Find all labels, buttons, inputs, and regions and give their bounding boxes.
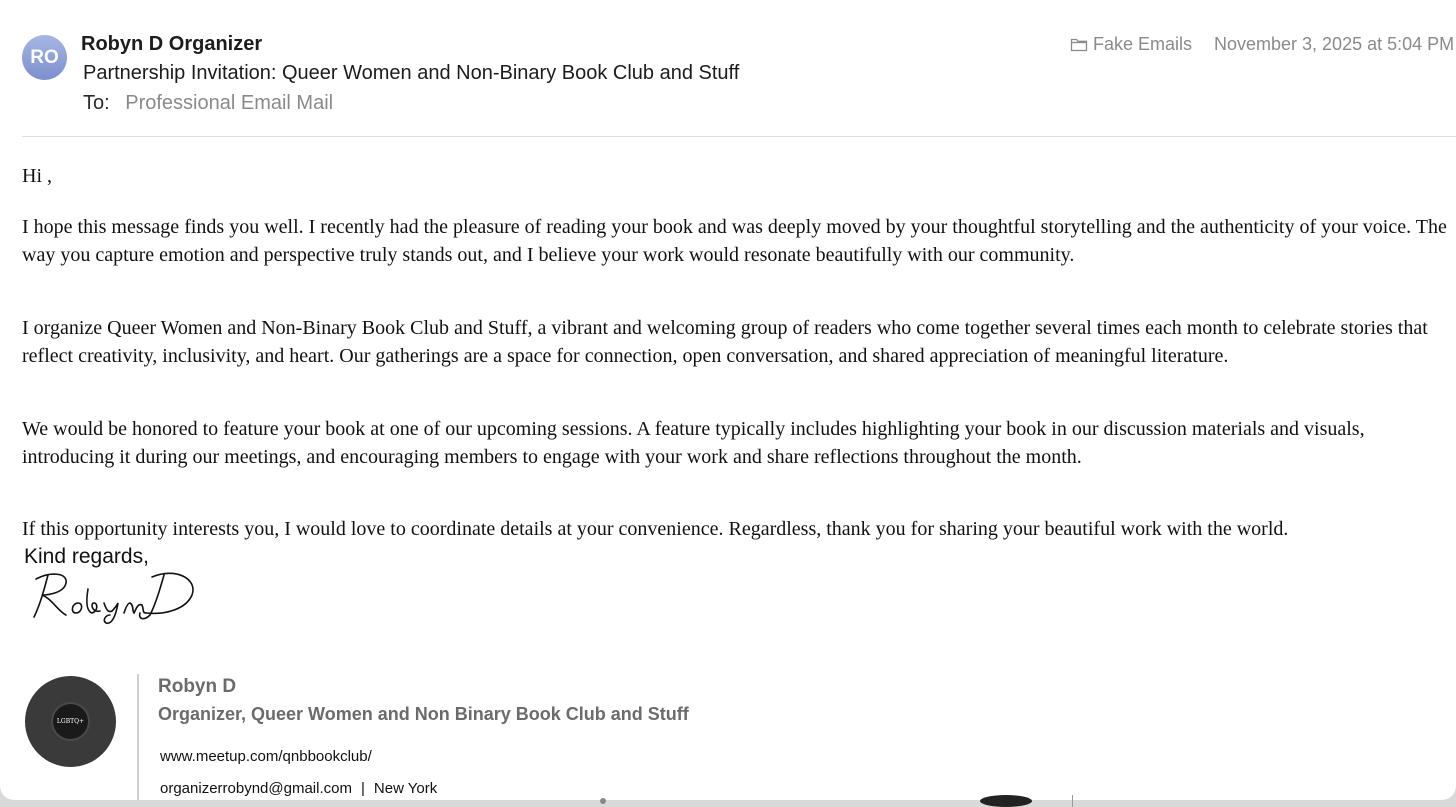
body-paragraph-3: We would be honored to feature your book at one of our upcoming sessions. A feature typically includes highlighting your book in our discussion materials and visuals, introducing it during our meetings, and encouraging members to engage with your work and share reflections throughout the month.: [22, 418, 1365, 468]
to-label: To:: [83, 92, 110, 114]
folder-icon: [1070, 37, 1088, 52]
mailbox-label[interactable]: [1070, 34, 1192, 55]
sender-avatar[interactable]: RO: [22, 35, 67, 80]
body-paragraph-1: I hope this message finds you well. I recently had the pleasure of reading your book and was deeply moved by your thoughtful storytelling and the authenticity of your voice. The way you capture emotion and perspective truly stands out, and I believe your work would resonate beautifully with our community.: [22, 216, 1447, 266]
header-divider: [22, 136, 1456, 137]
signature-divider: [137, 674, 139, 800]
greeting: Hi ,: [22, 165, 52, 187]
signature-name: Robyn D: [158, 676, 237, 697]
signature-website-link[interactable]: www.meetup.com/qnbbookclub/: [160, 748, 372, 765]
sender-name[interactable]: Robyn D Organizer: [81, 33, 263, 55]
background-dot: [600, 798, 606, 804]
logo-badge: LGBTQ+: [53, 704, 88, 739]
body-paragraph-2: I organize Queer Women and Non-Binary Book Club and Stuff, a vibrant and welcoming group of readers who come together several times each month to celebrate stories that reflect creativity, inclusivity, and heart. Our gatherings are a space for connection, open conversation, and shared appreciation of meaningful literature.: [22, 317, 1428, 367]
mailbox-name: Fake Emails: [1093, 34, 1193, 54]
contact-separator: |: [360, 780, 365, 797]
signature-email-link[interactable]: organizerrobynd@gmail.com: [160, 780, 352, 797]
recipient-row: [83, 92, 333, 115]
handwritten-signature: [26, 565, 201, 630]
signature-title: Organizer, Queer Women and Non Binary Book Club and Stuff: [158, 704, 689, 724]
email-subject: Partnership Invitation: Queer Women and Non-Binary Book Club and Stuff: [83, 62, 740, 84]
closing: Kind regards,: [24, 545, 149, 568]
recipient-name[interactable]: Professional Email Mail: [125, 92, 334, 114]
body-paragraph-4: If this opportunity interests you, I would love to coordinate details at your convenience. Regardless, thank you for sharing your beautiful work with the world.: [22, 518, 1289, 540]
background-window-edge: [0, 795, 1456, 807]
background-divider: [1072, 795, 1073, 807]
club-logo: [25, 676, 116, 767]
email-date: November 3, 2025 at 5:04 PM: [1214, 34, 1455, 54]
background-logo-edge: [980, 795, 1032, 807]
signature-location: New York: [373, 780, 438, 797]
